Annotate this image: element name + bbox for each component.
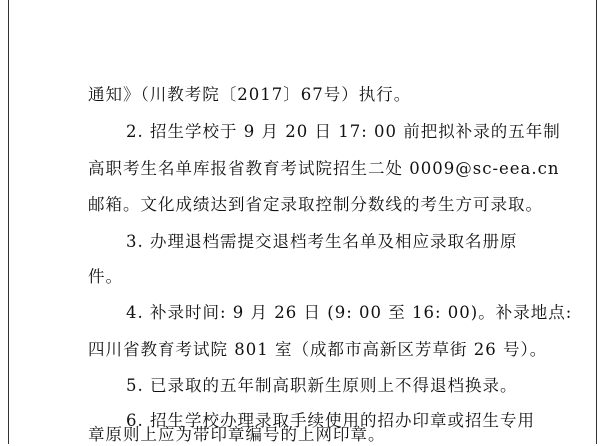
item-3-line-1: 3. 办理退档需提交退档考生名单及相应录取名册原 <box>126 232 518 251</box>
item-6-line-2: 章原则上应为带印章编号的上网印章。 <box>88 425 386 444</box>
page-border-left <box>8 0 9 444</box>
item-2-line-2: 高职考生名单库报省教育考试院招生二处 0009@sc-eea.cn <box>88 159 560 178</box>
item-2-line-3: 邮箱。文化成绩达到省定录取控制分数线的考生方可录取。 <box>88 195 543 214</box>
item-6-line-1: 6. 招生学校办理录取手续使用的招办印章或招生专用 <box>126 411 535 430</box>
item-5-line-1: 5. 已录取的五年制高职新生原则上不得退档换录。 <box>126 376 518 395</box>
page-border-right <box>596 0 597 444</box>
paragraph-line-1: 通知》（川教考院〔2017〕67号）执行。 <box>88 85 412 104</box>
item-4-line-1: 4. 补录时间: 9 月 26 日 (9: 00 至 16: 00)。补录地点: <box>126 303 573 322</box>
item-2-line-1: 2. 招生学校于 9 月 20 日 17: 00 前把拟补录的五年制 <box>126 122 561 141</box>
item-4-line-2: 四川省教育考试院 801 室（成都市高新区芳草街 26 号）。 <box>88 340 548 359</box>
item-3-line-2: 件。 <box>88 267 123 286</box>
